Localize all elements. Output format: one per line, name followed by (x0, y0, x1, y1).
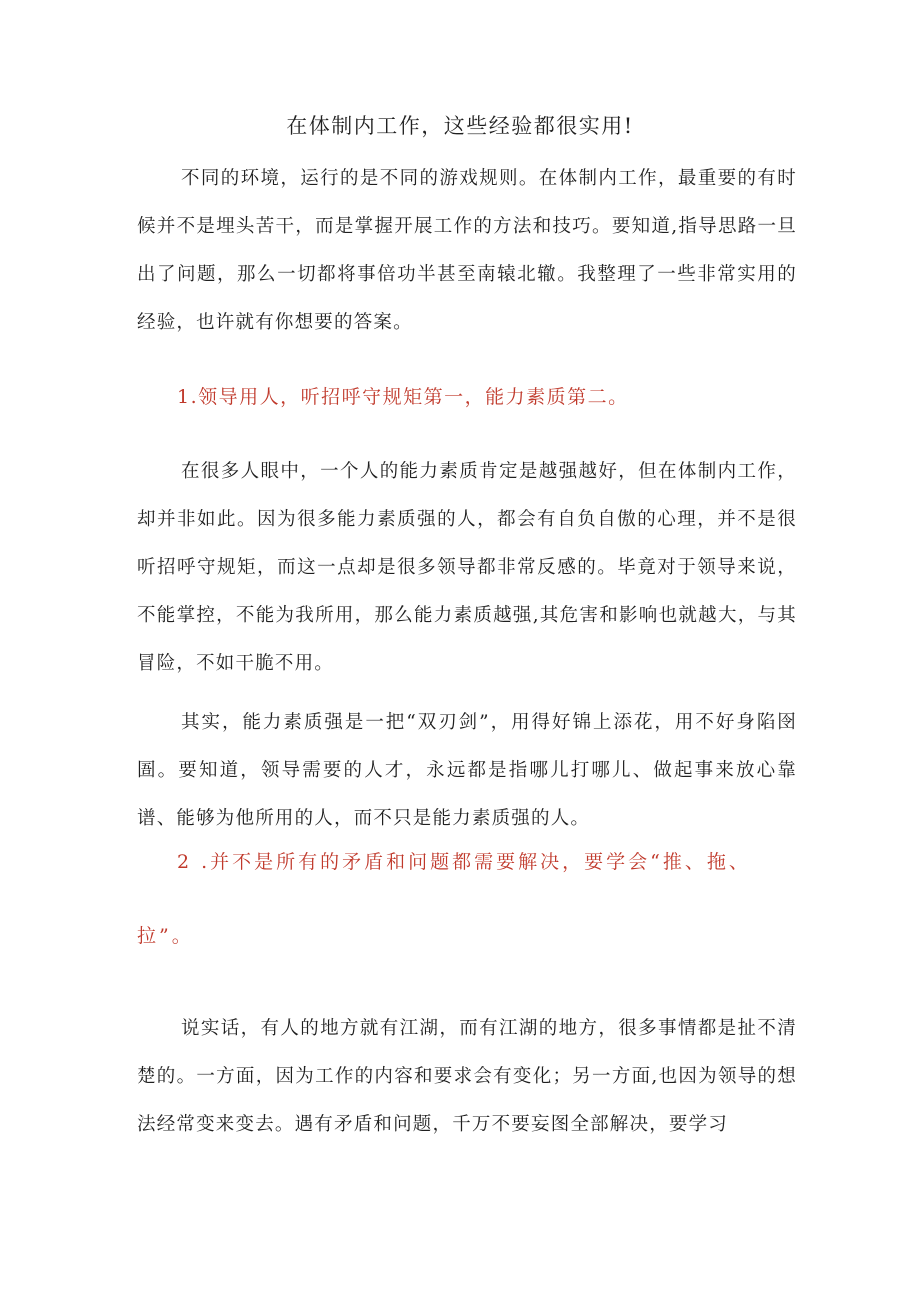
intro-paragraph: 不同的环境，运行的是不同的游戏规则。在体制内工作，最重要的有时候并不是埋头苦干，而是掌握开展工作的方法和技巧。要知道,指导思路一旦出了问题，那么一切都将事倍功半甚至南辕北辙。我整理了一些非常实用的经验，也许就有你想要的答案。 (137, 168, 797, 333)
section-1-paragraph-2: 其实，能力素质强是一把“双刃剑”，用得好锦上添花，用不好身陷囹圄。要知道，领导需要的人才，永远都是指哪儿打哪儿、做起事来放心靠谱、能够为他所用的人，而不只是能力素质强的人。 (137, 712, 797, 829)
section-1-heading: 1.领导用人，听招呼守规矩第一，能力素质第二。 (177, 386, 629, 408)
section-2-paragraph-1: 说实话，有人的地方就有江湖，而有江湖的地方，很多事情都是扯不清楚的。一方面，因为工作的内容和要求会有变化；另一方面,也因为领导的想法经常变来变去。遇有矛盾和问题，千万不要妄图全部解决，要学习 (137, 1018, 797, 1135)
section-1-paragraph-1: 在很多人眼中，一个人的能力素质肯定是越强越好，但在体制内工作，却并非如此。因为很多能力素质强的人，都会有自负自傲的心理，并不是很听招呼守规矩，而这一点却是很多领导都非常反感的。毕竟对于领导来说，不能掌控，不能为我所用，那么能力素质越强,其危害和影响也就越大，与其冒险，不如干脆不用。 (137, 461, 797, 674)
document-title: 在体制内工作，这些经验都很实用! (286, 114, 634, 138)
section-2-heading: 2 .并不是所有的矛盾和问题都需要解决，要学会“推、拖、拉”。 (137, 851, 751, 947)
